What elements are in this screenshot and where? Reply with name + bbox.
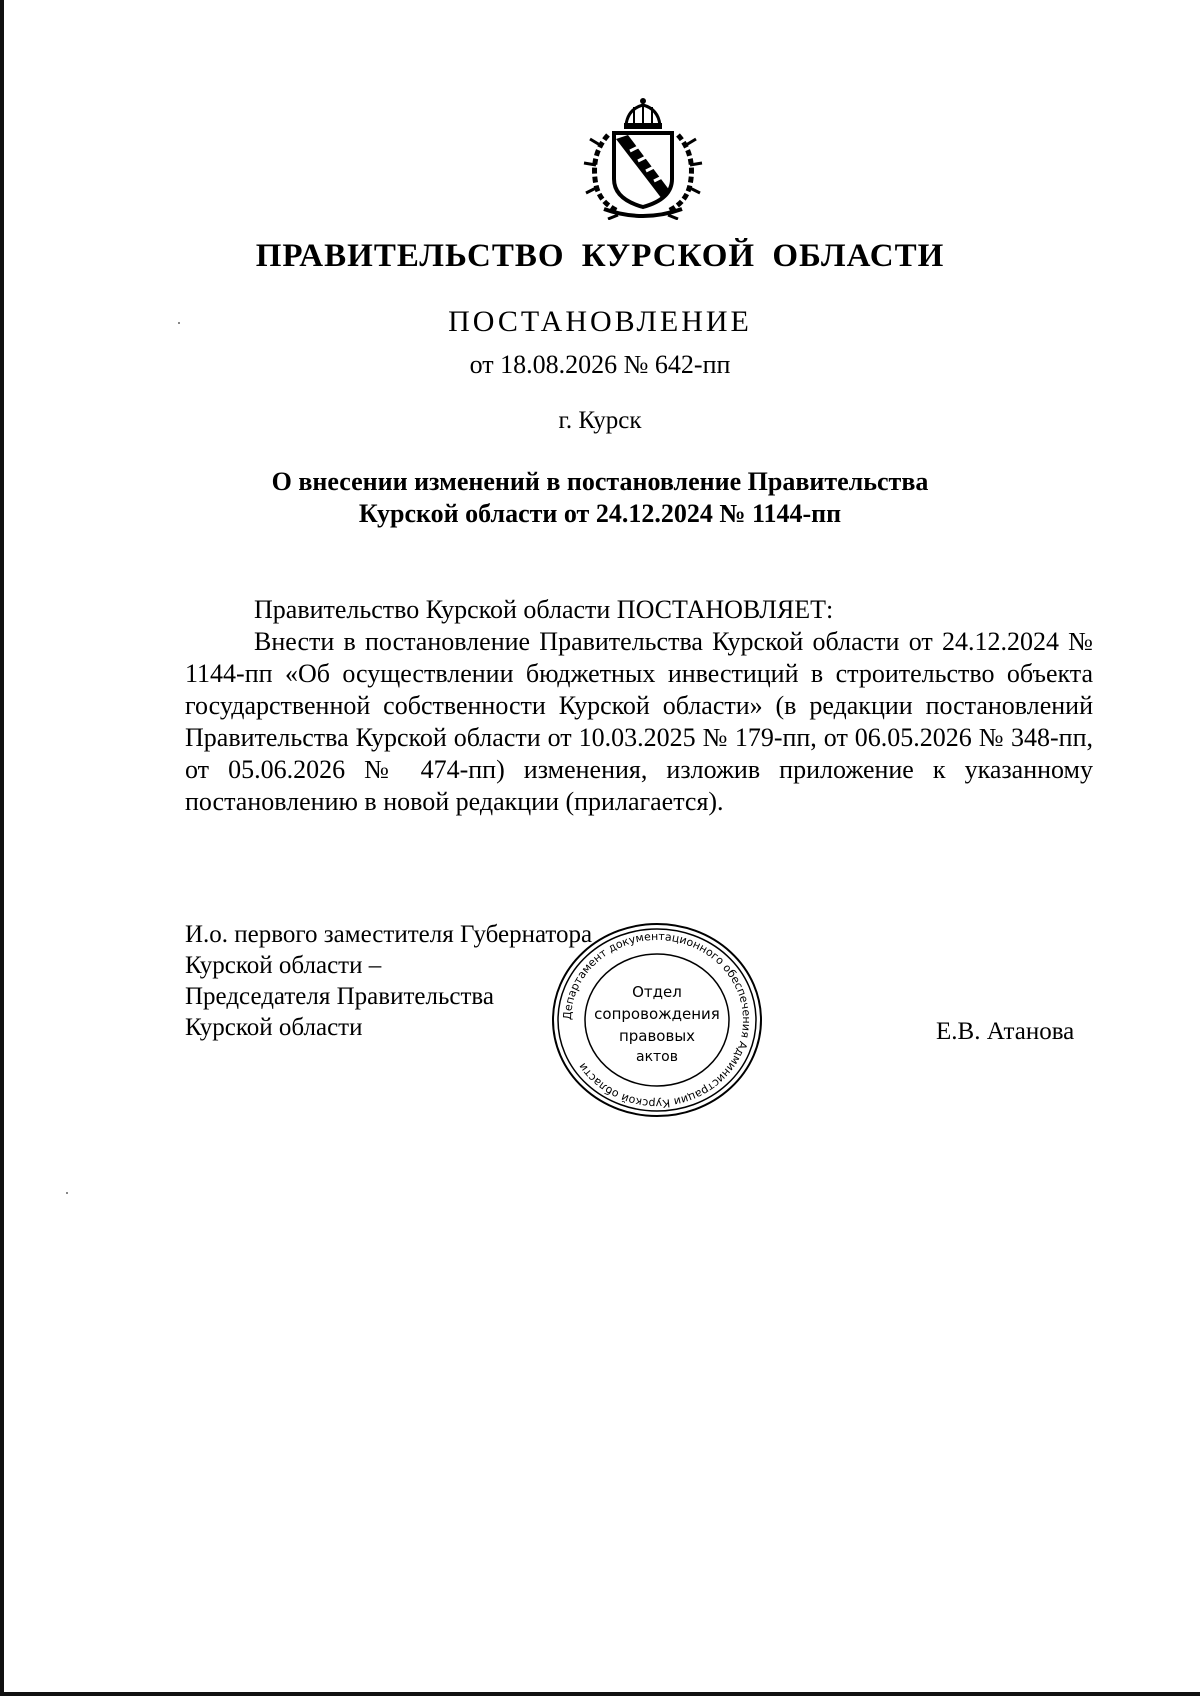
signatory-position bbox=[185, 919, 592, 1043]
scan-speck bbox=[66, 1192, 68, 1194]
signatory-position-line-3: Председателя Правительства bbox=[185, 983, 494, 1010]
signatory-position-line-2: Курской области – bbox=[185, 952, 382, 979]
body-paragraph: Внести в постановление Правительства Курской области от 24.12.2024 № 1144-пп «Об осуществлении бюджетных инвестиций в строительство объекта государственной собственности Курской области» (в редакции постановлений Правительства Курской области от 10.03.2025 № 179-пп, от 06.05.2026 № 348-пп, от 05.06.2026 № 474-пп) изменения, изложив приложение к указанному постановлению в новой редакции (прилагается). bbox=[185, 627, 1093, 816]
signatory-position-line-1: И.о. первого заместителя Губернатора bbox=[185, 921, 593, 948]
document-type: ПОСТАНОВЛЕНИЕ bbox=[448, 305, 752, 338]
subject-line-2: Курской области от 24.12.2024 № 1144-пп bbox=[358, 499, 842, 528]
official-stamp bbox=[545, 915, 770, 1125]
document-number-date: от 18.08.2026 № 642-пп bbox=[469, 350, 731, 379]
government-title: ПРАВИТЕЛЬСТВО КУРСКОЙ ОБЛАСТИ bbox=[255, 238, 945, 274]
stamp-center-line-1: Отдел bbox=[632, 983, 682, 1001]
scan-bottom-edge bbox=[0, 1692, 1200, 1696]
stamp-center-line-2: сопровождения bbox=[594, 1005, 720, 1023]
coat-of-arms-icon bbox=[578, 95, 708, 220]
document-subject bbox=[0, 466, 1200, 530]
document-body bbox=[185, 594, 1093, 818]
stamp-center-line-3: правовых bbox=[618, 1027, 696, 1045]
signatory-name: Е.В. Атанова bbox=[936, 1018, 1075, 1045]
document-city: г. Курск bbox=[558, 407, 642, 434]
stamp-ring-text: Департамент документационного обеспечения Администрации Курской области bbox=[560, 929, 754, 1111]
signatory-position-line-4: Курской области bbox=[185, 1014, 363, 1041]
stamp-center-line-4: актов bbox=[635, 1049, 679, 1065]
subject-line-1: О внесении изменений в постановление Правительства bbox=[271, 467, 929, 496]
resolves-line: Правительство Курской области ПОСТАНОВЛЯЕТ: bbox=[254, 595, 834, 624]
